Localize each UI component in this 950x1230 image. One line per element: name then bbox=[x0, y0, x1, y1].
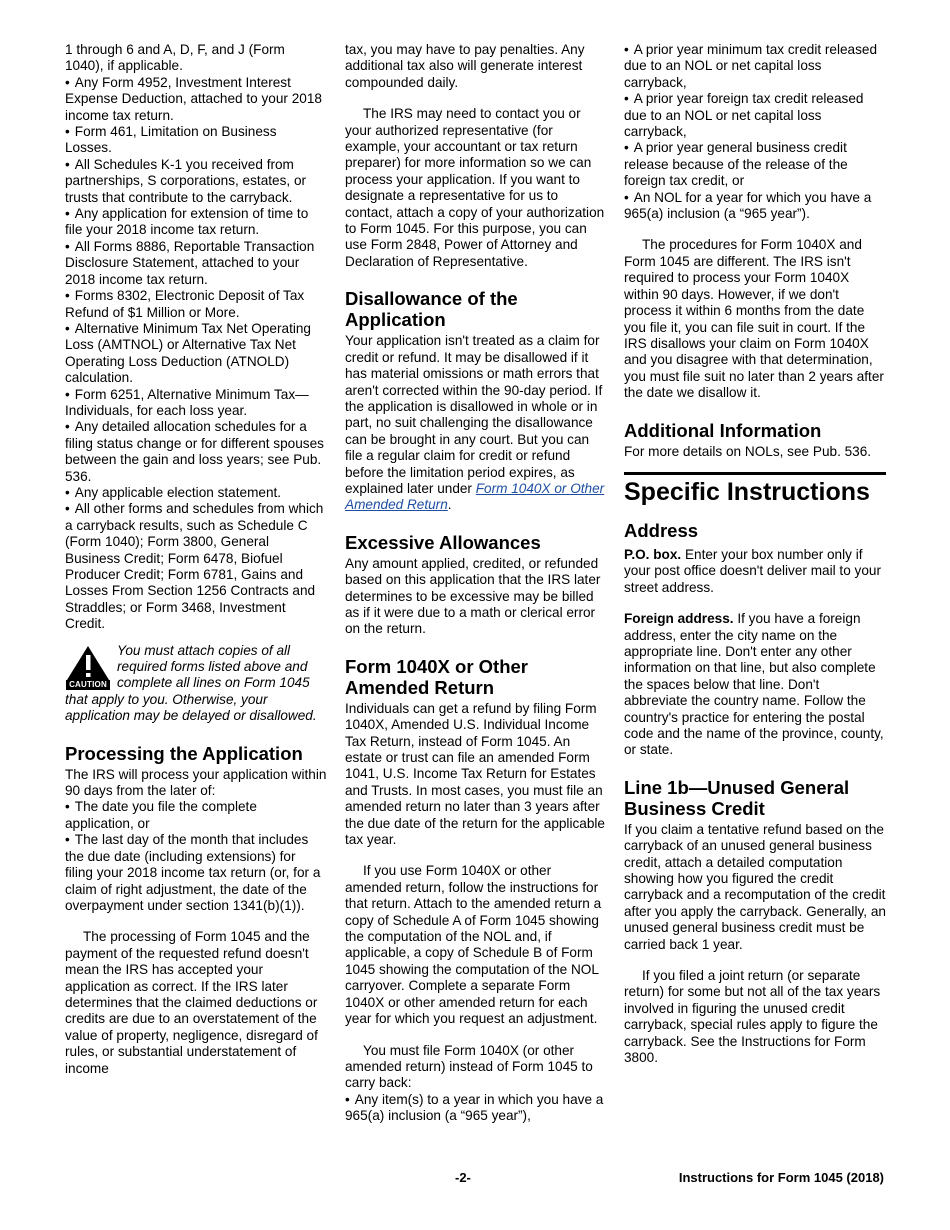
section-heading-excessive: Excessive Allowances bbox=[345, 531, 541, 553]
list-item: • A prior year general business credit release because of the release of the foreign tax credit, or bbox=[624, 140, 886, 189]
column-2 bbox=[345, 42, 607, 1125]
paragraph: Any amount applied, credited, or refunded based on this application that the IRS later determines to be excessive may be billed as if it were due to a math or clerical error on the return. bbox=[345, 555, 601, 637]
page-number: -2- bbox=[455, 1170, 471, 1185]
caution-note bbox=[65, 643, 327, 725]
list-item: • Alternative Minimum Tax Net Operating Loss (AMTNOL) or Alternative Tax Net Operating Loss Deduction (ATNOLD) calculation. bbox=[65, 321, 327, 387]
list-item: • All other forms and schedules from which a carryback results, such as Schedule C (Form 1040); Form 3800, General Business Credit; Form 6478, Biofuel Producer Credit; Form 6781, Gains and Losses From Section 1256 Contracts and Straddles; or Form 3468, Investment Credit. bbox=[65, 501, 327, 632]
list-item: • An NOL for a year for which you have a 965(a) inclusion (a “965 year”). bbox=[624, 190, 886, 223]
paragraph: The IRS may need to contact you or your authorized representative (for example, your accountant or tax return preparer) for more information so we can process your application. If you want to designate a representative for us to contact, attach a copy of your authorization to Form 1045. For this purpose, you can use Form 2848, Power of Attorney and Declaration of Representative. bbox=[345, 106, 605, 269]
list-item: • Any detailed allocation schedules for a filing status change or for different spouses between the gain and loss years; see Pub. 536. bbox=[65, 419, 327, 485]
list-item: • Any applicable election statement. bbox=[65, 485, 327, 501]
list-item: • Any item(s) to a year in which you have a 965(a) inclusion (a “965 year”), bbox=[345, 1092, 607, 1125]
run-in-heading: P.O. box. bbox=[624, 546, 682, 562]
section-heading-additional: Additional Information bbox=[624, 419, 822, 441]
caution-icon bbox=[65, 645, 111, 691]
section-heading-processing: Processing the Application bbox=[65, 742, 303, 764]
paragraph: If you claim a tentative refund based on the carryback of an unused general business credit, attach a detailed computation showing how you figured the credit carryback and a recomputation of the credit after you apply the carryback. Generally, an unused general business credit must be carried back 1 year. bbox=[624, 821, 886, 952]
text-span: . bbox=[447, 497, 452, 513]
list-item: • The last day of the month that includes the due date (including extensions) for filing your 2018 income tax return (or, for a claim of right adjustment, the date of the overpayment under section 1341(b)(1)). bbox=[65, 832, 327, 914]
cross-reference-link[interactable]: Form 1040X or Other Amended Return bbox=[345, 480, 605, 513]
section-heading-specific-instructions: Specific Instructions bbox=[624, 472, 886, 506]
attachment-list bbox=[65, 75, 327, 633]
paragraph: If you use Form 1040X or other amended return, follow the instructions for that return. Attach to the amended return a copy of Schedule A of Form 1045 showing the computation of the NOL and, if applicable, a copy of Schedule B of Form 1045 showing the computation of the NOL carryover. Complete a separate Form 1040X or other amended return for each year for which you request an adjustment. bbox=[345, 863, 602, 1027]
column-3 bbox=[624, 42, 886, 1067]
caution-label: CAUTION bbox=[66, 680, 110, 690]
paragraph: Individuals can get a refund by filing Form 1040X, Amended U.S. Individual Income Tax Return, instead of Form 1045. An estate or trust can file an amended Form 1041, U.S. Income Tax Return for Estates and Trusts. In most cases, you must file an amended return no later than 3 years after the due date of the return for the applicable tax year. bbox=[345, 700, 605, 848]
column-1 bbox=[65, 42, 327, 1077]
list-item: • Any Form 4952, Investment Interest Expense Deduction, attached to your 2018 income tax return. bbox=[65, 75, 327, 124]
paragraph: The procedures for Form 1040X and Form 1045 are different. The IRS isn't required to process your Form 1040X within 90 days. However, if we don't process it within 6 months from the date you file it, you can file suit in court. If the IRS disallows your claim on Form 1040X and you disagree with that determination, you must file suit no later than 2 years after the date we disallow it. bbox=[624, 237, 884, 401]
paragraph: For more details on NOLs, see Pub. 536. bbox=[624, 443, 872, 459]
paragraph: The IRS will process your application within 90 days from the later of: bbox=[65, 766, 327, 799]
continued-text: tax, you may have to pay penalties. Any additional tax also will generate interest compounded daily. bbox=[345, 42, 585, 90]
paragraph: You must file Form 1040X (or other amended return) instead of Form 1045 to carry back: bbox=[345, 1042, 593, 1091]
section-heading-address: Address bbox=[624, 519, 699, 541]
text-span: Your application isn't treated as a claim for credit or refund. It may be disallowed if it has material omissions or math errors that aren't corrected within the 90-day period. If the application is disallowed in whole or in part, no suit challenging the disallowance can be brought in any court. But you can file a regular claim for credit or refund before the limitation period expires, as explained later under bbox=[345, 333, 603, 496]
list-item: • Any application for extension of time to file your 2018 income tax return. bbox=[65, 206, 327, 239]
processing-list bbox=[65, 799, 327, 914]
carryback-list-continued bbox=[624, 42, 886, 222]
list-item: • Forms 8302, Electronic Deposit of Tax Refund of $1 Million or More. bbox=[65, 288, 327, 321]
section-heading-amended: Form 1040X or Other Amended Return bbox=[345, 655, 529, 698]
paragraph bbox=[624, 547, 886, 596]
text-span: If you have a foreign address, enter the city name on the appropriate line. Don't enter any other information on that line, but also complete the spaces below that line. Don't abbreviate the country name. Follow the country's practice for entering the postal code and the name of the province, county, or state. bbox=[624, 611, 884, 758]
list-item: • A prior year foreign tax credit released due to an NOL or net capital loss carryback, bbox=[624, 91, 886, 140]
paragraph bbox=[624, 611, 886, 759]
document-title: Instructions for Form 1045 (2018) bbox=[678, 1170, 884, 1185]
list-item: • The date you file the complete application, or bbox=[65, 799, 327, 832]
paragraph bbox=[345, 333, 607, 513]
list-item: • All Schedules K-1 you received from partnerships, S corporations, estates, or trusts that contribute to the carryback. bbox=[65, 157, 327, 206]
paragraph: The processing of Form 1045 and the payment of the requested refund doesn't mean the IRS has accepted your application as correct. If the IRS later determines that the claimed deductions or credits are due to an overstatement of the value of property, negligence, disregard of rules, or substantial understatement of income bbox=[65, 929, 318, 1076]
paragraph: If you filed a joint return (or separate return) for some but not all of the tax years involved in figuring the unused credit carryback, special rules apply to figure the carryback. See the Instructions for Form 3800. bbox=[624, 968, 881, 1066]
carryback-list bbox=[345, 1092, 607, 1125]
run-in-heading: Foreign address. bbox=[624, 611, 734, 627]
section-heading-disallowance: Disallowance of the Application bbox=[345, 288, 518, 331]
list-item: • Form 6251, Alternative Minimum Tax—Individuals, for each loss year. bbox=[65, 387, 327, 420]
section-heading-line-1b: Line 1b—Unused General Business Credit bbox=[624, 776, 850, 819]
caution-text: You must attach copies of all required forms listed above and complete all lines on Form 1045 that apply to you. Otherwise, your application may be delayed or disallowed. bbox=[65, 642, 317, 724]
list-item: • All Forms 8886, Reportable Transaction Disclosure Statement, attached to your 2018 income tax return. bbox=[65, 239, 327, 288]
text-span: Enter your box number only if your post office doesn't deliver mail to your street address. bbox=[624, 546, 881, 595]
list-item: • A prior year minimum tax credit released due to an NOL or net capital loss carryback, bbox=[624, 42, 886, 91]
continued-text: 1 through 6 and A, D, F, and J (Form 1040), if applicable. bbox=[65, 42, 285, 74]
list-item: • Form 461, Limitation on Business Losses. bbox=[65, 124, 327, 157]
